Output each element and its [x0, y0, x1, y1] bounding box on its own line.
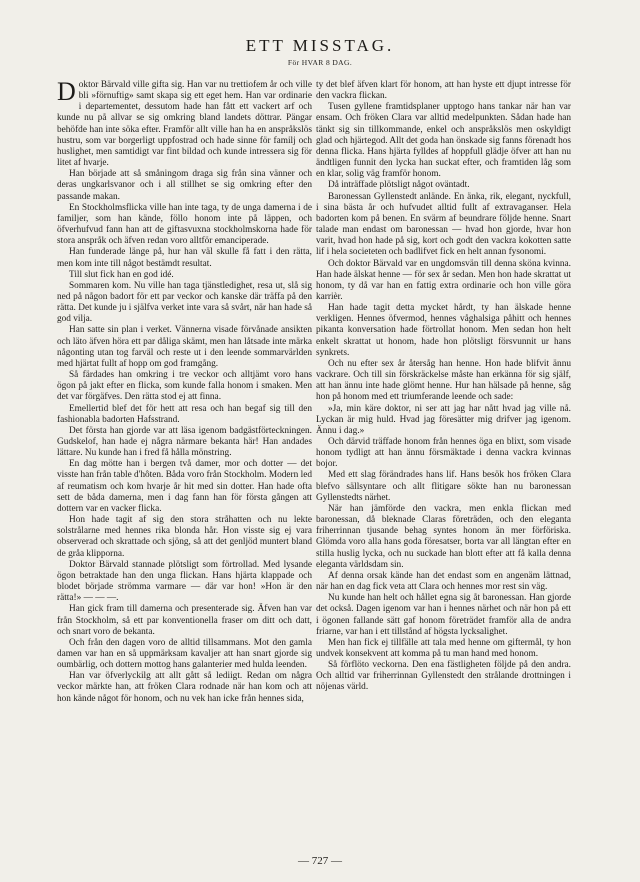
left-column: [57, 80, 312, 850]
paragraph: Sommaren kom. Nu ville han taga tjänstledighet, resa ut, slå sig ned på någon badort för ett par veckor och kanske där träffa på den rätta. Det kunde ju i själfva verket inte vara så svårt, när han hade så god vilja.: [57, 280, 312, 325]
paragraph: Af denna orsak kände han det endast som en angenäm lättnad, när han en dag fick veta att Clara och hennes mor rest sin väg.: [316, 570, 571, 593]
right-column: [316, 80, 571, 850]
paragraph: Men han fick ej tillfälle att tala med henne om giftermål, ty hon undvek konsekvent att komma på tu man hand med honom.: [316, 637, 571, 659]
paragraph: Så färdades han omkring i tre veckor och alltjämt voro hans ögon på jakt efter en flicka, som kunde falla honom i smaken. Men det var förgäfves. Den rätta stod ej att finna.: [57, 370, 312, 403]
page-number: — 727 —: [298, 855, 342, 867]
paragraph: Han satte sin plan i verket. Vännerna visade förvånade ansikten och läto äfven höra ett par dåliga skämt, men han låtsade inte märka någonting utan tog farväl och reste ut i den leende sommarvärlden med hjärtat fullt af hopp om god framgång.: [57, 325, 312, 369]
paragraph: Då inträffade plötsligt något oväntadt.: [328, 180, 470, 191]
continued-text: ty det blef äfven klart för honom, att han hyste ett djupt intresse för den vackra flickan.: [316, 80, 571, 102]
paragraph: Doktor Bärvald stannade plötsligt som förtrollad. Med lysande ögon betraktade han den unga flickan. Hans hjärta klappade och blodet började strömma varmare — där var hon! »Hon är den rätta!» — — —.: [57, 559, 312, 604]
paragraph: Och nu efter sex år återsåg han henne. Hon hade blifvit ännu vackrare. Och till sin förskräckelse måste han erkänna för sig själf, att han ännu inte hade glömt henne. Hur han hälsade på henne, såg hon på honom med ett triumferande leende och sade:: [316, 358, 571, 403]
article-subtitle: För HVAR 8 DAG.: [287, 58, 353, 67]
paragraph: Och därvid träffade honom från hennes öga en blixt, som visade honom tydligt att han ännu försmäktade i denna vackra kvinnas bojor.: [316, 437, 571, 470]
paragraph: Han började att så småningom draga sig från sina vänner och deras ungkarlsvanor och i all stillhet se sig omkring efter den passande makan.: [57, 169, 312, 202]
paragraph: Så förflöto veckorna. Den ena fästligheten följde på den andra. Och alltid var friherrinnan Gyllenstedt den strålande drottningen i nöjenas värld.: [316, 660, 571, 693]
paragraph: Och doktor Bärvald var en ungdomsvän till denna sköna kvinna. Han hade älskat henne — för sex år sedan. Men hon hade skrattat ut honom, ty då var han en fattig extra ordinarie och hon ville göra karrièr.: [316, 258, 571, 302]
paragraph: En Stockholmsflicka ville han inte taga, ty de unga damerna i de familjer, som han kände, föllo honom inte på läppen, och öfverhufvud fann han att de giftasvuxna stockholmskorna hade för stora anspråk och äfven redan voro alltför emanciperade.: [57, 202, 312, 247]
article-title: ETT MISSTAG.: [245, 36, 395, 55]
paragraph: Han var öfverlyckilg att allt gått så lediigt. Redan om några veckor märkte han, att fröken Clara rodnade när han kom och att hon kände något för honom, och nu vek han icke från hennes sida,: [57, 671, 312, 704]
paragraph: »Ja, min käre doktor, ni ser att jag har nått hvad jag ville nå. Lyckan är mig huld. Hvad jag föresätter mig drifver jag igenom. Ännu i dag.»: [316, 403, 571, 436]
paragraph: Emellertid blef det för hett att resa och han begaf sig till den fashionabla badorten Hafsstrand.: [57, 403, 312, 425]
paragraph: Det första han gjorde var att läsa igenom badgästförteckningen. Gudskelof, han hade ej några närmare bekanta här! Han andades lättare. Nu kunde han i fred få hålla mönstring.: [57, 425, 312, 459]
paragraph: Han funderade länge på, hur han väl skulle få fatt i den rätta, men kom inte till något bestämdt resultat.: [57, 247, 312, 269]
first-paragraph: [57, 80, 312, 169]
paragraph: Han gick fram till damerna och presenterade sig. Äfven han var från Stockholm, så ett par konventionella fraser om ditt och datt, och snart voro de bekanta.: [57, 604, 312, 637]
paragraph: När han jämförde den vackra, men enkla flickan med baronessan, då bleknade Claras företräden, och den eleganta friherrinnan tjusande behag syntes honom än mer förföriska. Glömda voro alla hans goda föresatser, borta var all längtan efter en stilla huslig lycka, och nu suckade han blott efter att få kalla denna eleganta världsdam sin.: [316, 503, 571, 570]
paragraph: En dag mötte han i bergen två damer, mor och dotter — det visste han från table d'hôten. Båda voro från Stockholm. Modern led af reumatism och kom hvarje år hit med sin dotter. Han hade ofta sett de båda damerna, men i dag fann han för första gången att dottern var en vacker flicka.: [57, 459, 312, 514]
paragraph: Baronessan Gyllenstedt anlände. En änka, rik, elegant, nyckfull, i sina bästa år och hufvudet alltid fullt af extravaganser. Hela badorten kom på benen. En svärm af beundrare följde henne. Snart talade man endast om baronessan — hvad hon gjorde, hvar hon varit, hvad hon hade på sig, kort och godt den vackra kokotten satte lif i hela societeten och badlifvet fick en helt annan fysonomi.: [316, 191, 571, 258]
first-paragraph-text: oktor Bärvald ville gifta sig. Han var nu trettiofem år och ville bli »förnuftig» samt skapa sig ett eget hem. Han var ordinarie i departementet, dessutom hade han fått ett vackert arf och kunde nu på allvar se sig omkring bland landets döttrar. Pängar behöfde han inte söka efter. Framför allt ville han ha en anspråkslös hustru, som var borgerligt uppfostrad och hade sinne för familj och huslighet, men samtidigt var fint bildad och kunde intressera sig för litet af hvarje.: [57, 80, 312, 169]
paragraph: Nu kunde han helt och hållet egna sig åt baronessan. Han gjorde det också. Dagen igenom var han i hennes närhet och när hon på ett i ögonen fallande sätt gaf honom företrädet framför alla de andra friarne, var han i ett tillstånd af högsta lycksalighet.: [316, 593, 571, 637]
drop-cap: D: [57, 80, 76, 106]
paragraph: Och från den dagen voro de alltid tillsammans. Mot den gamla damen var han en så uppmärksam kavaljer att han snart gjorde sig oumbärlig, och dottern mottog hans galanterier med hulda leenden.: [57, 637, 312, 671]
paragraph: Med ett slag förändrades hans lif. Hans besök hos fröken Clara blefvo sällsyntare och allt flitigare sökte han nu baronessan Gyllenstedts närhet.: [316, 470, 571, 503]
paragraph: Han hade tagit detta mycket hårdt, ty han älskade henne verkligen. Hennes öfvermod, hennes våghalsiga påhitt och hennes pikanta konversation hade förtrollat honom. Men sedan hon helt enkelt skrattat ut honom, hade hon plötsligt försvunnit ur hans synkrets.: [316, 303, 571, 358]
paragraph: Till slut fick han en god idé.: [69, 269, 174, 280]
paragraph: Tusen gyllene framtidsplaner upptogo hans tankar när han var ensam. Och fröken Clara var alltid medelpunkten. Sådan hade han tänkt sig sin tillkommande, enkel och anspråkslös men oskyldigt glad och hjärtegod. Allt det goda han önskade sig fanns förenadt hos denna flicka. Hans hjärta fylldes af hoppfull glädje öfver att han nu ändtligen funnit den lycka han suckat efter, och framtiden låg som en klar, solig väg framför honom.: [316, 102, 571, 180]
paragraph: Hon hade tagit af sig den stora stråhatten och nu lekte solstrålarne med hennes rika blonda hår. Hon visste sig ej vara observerad och skrattade och sjöng, så att det genljöd muntert bland de gråa klipporna.: [57, 515, 312, 559]
